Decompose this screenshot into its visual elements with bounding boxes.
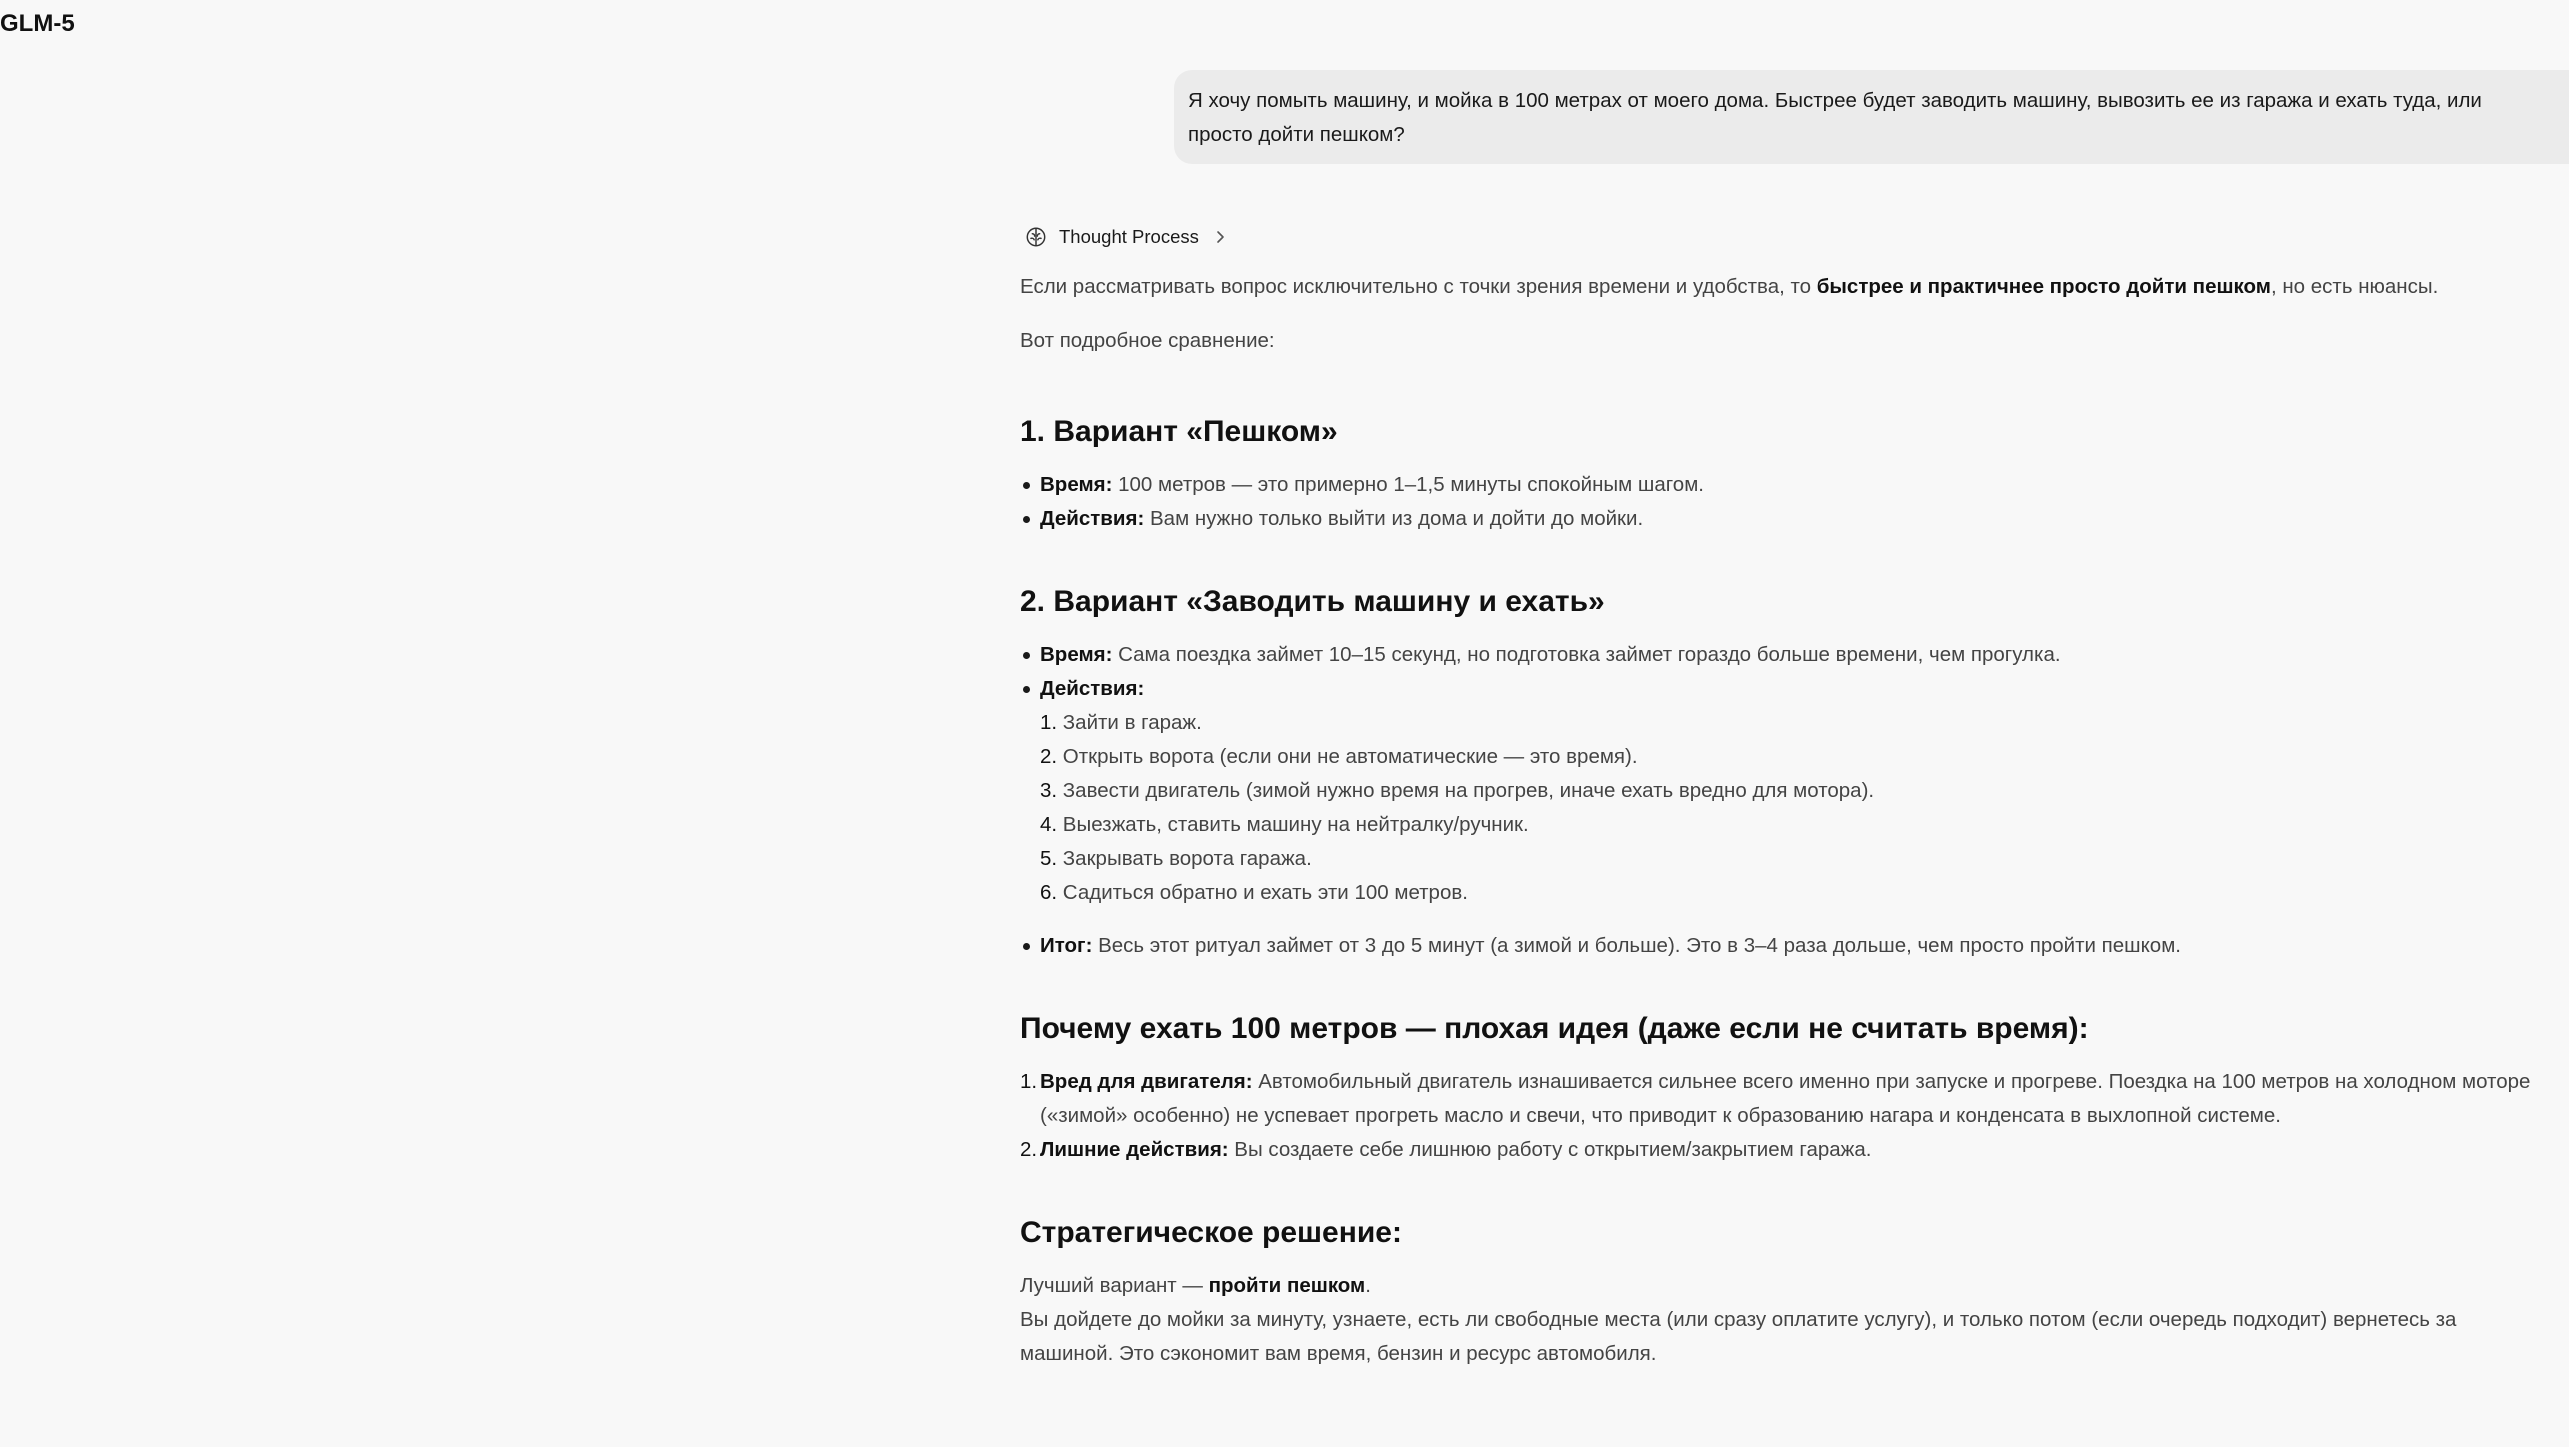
item-text: Автомобильный двигатель изнашивается сильнее всего именно при запуске и прогреве. Поездка на 100 метров на холодном моторе («зимой» особенно) не успевает прогреть масло и свечи, что приводит к образованию нагара и конденсата в выхлопной системе. (1040, 1070, 2531, 1127)
step-text: Выезжать, ставить машину на нейтралку/ручник. (1057, 813, 1529, 836)
list-item (1040, 672, 2540, 910)
chevron-right-icon (1213, 229, 1227, 245)
list-item (1020, 1133, 2540, 1167)
intro-paragraph (1020, 270, 2540, 304)
best-text-end: . (1365, 1274, 1371, 1297)
step-number: 5. (1040, 847, 1058, 870)
step-number: 4. (1040, 813, 1058, 836)
section-heading-why: Почему ехать 100 метров — плохая идея (даже если не считать время): (1020, 1012, 2089, 1045)
list-item (1040, 638, 2540, 672)
list-item (1040, 468, 2540, 502)
intro-bold: быстрее и практичнее просто дойти пешком (1816, 275, 2271, 298)
item-label: Время: (1040, 643, 1113, 666)
best-text: Лучший вариант — (1020, 1274, 1209, 1297)
item-label: Действия: (1040, 677, 1145, 700)
compare-paragraph: Вот подробное сравнение: (1020, 329, 1275, 352)
list-item (1040, 929, 2540, 963)
assistant-response (1020, 220, 2540, 1371)
step-number: 2. (1040, 745, 1058, 768)
list-item (1020, 1065, 2540, 1133)
item-text: Вы создаете себе лишнюю работу с открытием/закрытием гаража. (1228, 1138, 1872, 1161)
item-label: Итог: (1040, 934, 1093, 957)
step-number: 1. (1040, 711, 1058, 734)
step-item (1040, 740, 2540, 774)
model-title: GLM-5 (0, 10, 75, 37)
item-text: Весь этот ритуал займет от 3 до 5 минут (а зимой и больше). Это в 3–4 раза дольше, чем просто пройти пешком. (1092, 934, 2181, 957)
step-text: Зайти в гараж. (1057, 711, 1202, 734)
step-number: 6. (1040, 881, 1058, 904)
thought-process-toggle[interactable] (1020, 220, 2540, 254)
user-message-bubble (1174, 70, 2569, 164)
section-heading-strategy: Стратегическое решение: (1020, 1216, 1402, 1249)
step-text: Завести двигатель (зимой нужно время на прогрев, иначе ехать вредно для мотора). (1057, 779, 1875, 802)
reason-number: 1. (1020, 1070, 1038, 1093)
section-heading-drive: 2. Вариант «Заводить машину и ехать» (1020, 585, 1605, 618)
intro-text-end: , но есть нюансы. (2270, 275, 2439, 298)
item-label: Действия: (1040, 507, 1145, 530)
reasons-list (1020, 1065, 2540, 1167)
step-item (1040, 876, 2540, 910)
item-text: Вам нужно только выйти из дома и дойти до мойки. (1144, 507, 1644, 530)
walk-list (1020, 468, 2540, 536)
intro-text: Если рассматривать вопрос исключительно с точки зрения времени и удобства, то (1020, 275, 1817, 298)
step-item (1040, 808, 2540, 842)
item-label: Время: (1040, 473, 1113, 496)
step-text: Закрывать ворота гаража. (1057, 847, 1312, 870)
user-message-text: Я хочу помыть машину, и мойка в 100 метрах от моего дома. Быстрее будет заводить машину, вывозить ее из гаража и ехать туда, или просто дойти пешком? (1188, 89, 2482, 146)
thought-process-label: Thought Process (1059, 226, 1199, 247)
step-number: 3. (1040, 779, 1058, 802)
best-option-paragraph (1020, 1269, 2540, 1303)
steps-list (1040, 706, 2540, 910)
section-heading-walk: 1. Вариант «Пешком» (1020, 415, 1338, 448)
brain-icon (1025, 226, 1047, 248)
best-bold: пройти пешком (1208, 1274, 1366, 1297)
step-item (1040, 774, 2540, 808)
step-item (1040, 842, 2540, 876)
step-text: Открыть ворота (если они не автоматические — это время). (1057, 745, 1638, 768)
step-text: Садиться обратно и ехать эти 100 метров. (1057, 881, 1468, 904)
step-item (1040, 706, 2540, 740)
list-item (1040, 502, 2540, 536)
item-label: Лишние действия: (1040, 1138, 1229, 1161)
item-text: Сама поездка займет 10–15 секунд, но подготовка займет гораздо больше времени, чем прогулка. (1112, 643, 2061, 666)
reason-number: 2. (1020, 1138, 1038, 1161)
final-paragraph: Вы дойдете до мойки за минуту, узнаете, есть ли свободные места (или сразу оплатите услугу), и только потом (если очередь подходит) вернетесь за машиной. Это сэкономит вам время, бензин и ресурс автомобиля. (1020, 1308, 2457, 1365)
drive-list (1020, 638, 2540, 963)
item-text: 100 метров — это примерно 1–1,5 минуты спокойным шагом. (1112, 473, 1704, 496)
item-label: Вред для двигателя: (1040, 1070, 1253, 1093)
